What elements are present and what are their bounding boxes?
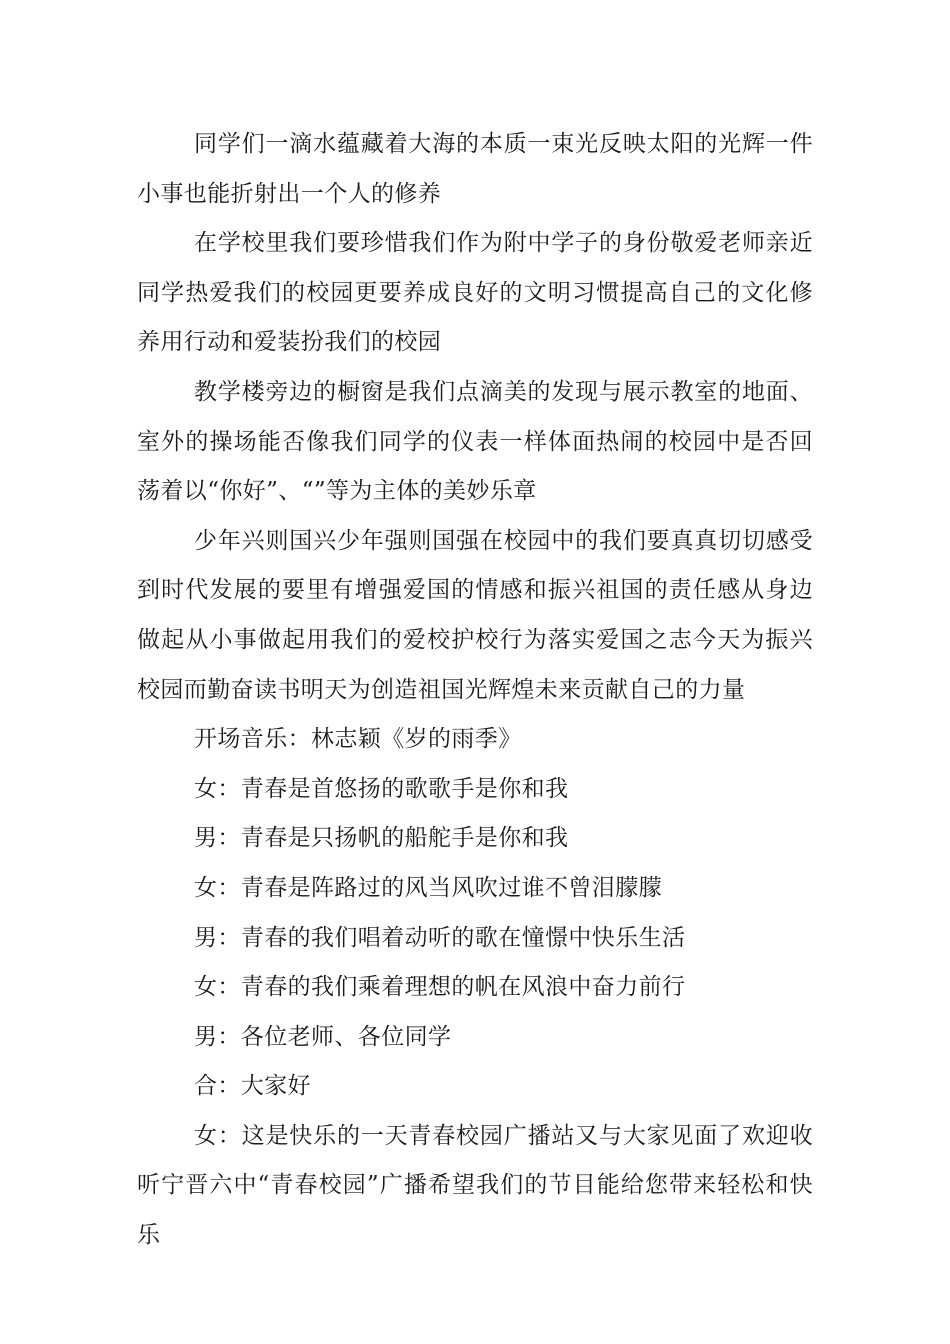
paragraph-7: 男：青春是只扬帆的船舵手是你和我 bbox=[194, 825, 569, 852]
document-body bbox=[137, 120, 813, 1261]
paragraph-5: 开场音乐：林志颖《岁的雨季》 bbox=[194, 726, 522, 753]
paragraph-9: 男：青春的我们唱着动听的歌在憧憬中快乐生活 bbox=[194, 924, 686, 951]
paragraph-10: 女：青春的我们乘着理想的帆在风浪中奋力前行 bbox=[194, 974, 686, 1001]
paragraph-4: 少年兴则国兴少年强则国强在校园中的我们要真真切切感受到时代发展的要里有增强爱国的情感和振兴祖国的责任感从身边做起从小事做起用我们的爱校护校行为落实爱国之志今天为振兴校园而勤奋读书明天为创造祖国光辉煌未来贡献自己的力量 bbox=[137, 527, 813, 703]
paragraph-3: 教学楼旁边的橱窗是我们点滴美的发现与展示教室的地面、室外的操场能否像我们同学的仪表一样体面热闹的校园中是否回荡着以“你好”、“”等为主体的美妙乐章 bbox=[137, 378, 813, 505]
paragraph-8: 女：青春是阵路过的风当风吹过谁不曾泪朦朦 bbox=[194, 874, 662, 901]
paragraph-13: 女：这是快乐的一天青春校园广播站又与大家见面了欢迎收听宁晋六中“青春校园”广播希望我们的节目能给您带来轻松和快乐 bbox=[137, 1122, 813, 1249]
paragraph-12: 合：大家好 bbox=[194, 1073, 311, 1100]
paragraph-6: 女：青春是首悠扬的歌歌手是你和我 bbox=[194, 775, 569, 802]
paragraph-11: 男：各位老师、各位同学 bbox=[194, 1023, 452, 1050]
paragraph-1: 同学们一滴水蕴藏着大海的本质一束光反映太阳的光辉一件小事也能折射出一个人的修养 bbox=[137, 131, 813, 207]
paragraph-2: 在学校里我们要珍惜我们作为附中学子的身份敬爱老师亲近同学热爱我们的校园更要养成良好的文明习惯提高自己的文化修养用行动和爱装扮我们的校园 bbox=[137, 230, 813, 356]
